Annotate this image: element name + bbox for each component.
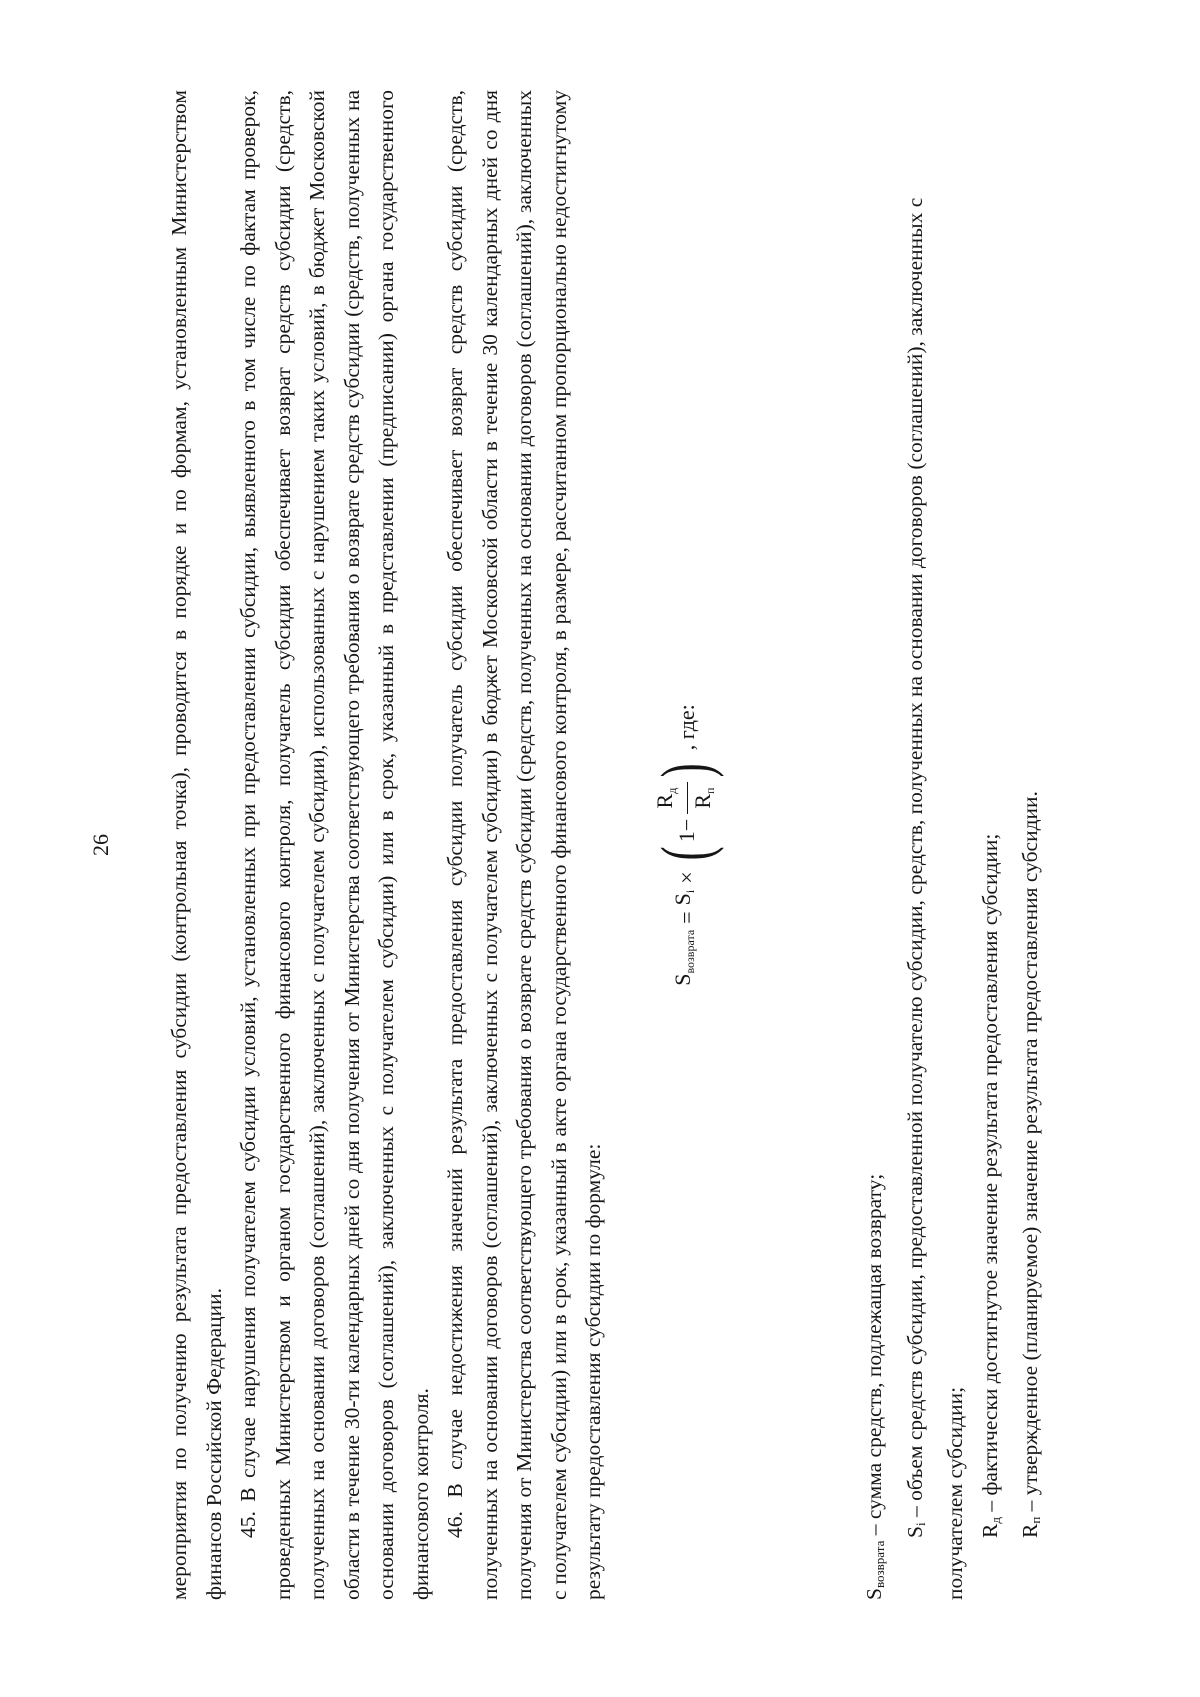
- rotated-page-content: [88, 90, 1072, 1600]
- definition-si: $S_i$ – объем средств субсидии, предоставленной получателю субсидии, средств, полученных на основании договоров (соглашений), заключенных с получателем субсидии;: [902, 197, 967, 1600]
- page-number: 26: [88, 834, 113, 856]
- definition-s-refund: $S_{возврата}$ – сумма средств, подлежащая возврату;: [862, 1173, 887, 1600]
- formula-definitions: [857, 90, 1054, 1600]
- formula-right-paren: ): [648, 762, 725, 777]
- formula-si: $S_i$: [670, 889, 698, 906]
- definition-r-planned: $R_п$ – утвержденное (планируемое) значение результата предоставления субсидии.: [1018, 791, 1043, 1538]
- formula-left-paren: (: [648, 846, 725, 861]
- formula-s-refund: $S_{возврата}$: [670, 929, 698, 986]
- formula-denominator: $R_п$: [689, 787, 717, 809]
- definition-r-actual: $R_д$ – фактически достигнутое значение результата предоставления субсидии;: [977, 833, 1003, 1538]
- formula-where: , где:: [673, 704, 699, 751]
- formula-equals: =: [673, 911, 699, 924]
- formula-numerator: $R_д$: [652, 782, 688, 815]
- formula-one-minus: 1−: [673, 818, 699, 843]
- paragraph-continuation: мероприятия по получению результата предоставления субсидии (контрольная точка), проводится в порядке и по формам, установленным Министерством финансов Российской Федерации.: [167, 90, 226, 1600]
- paragraph-46: 46. В случае недостижения значений результата предоставления субсидии получатель субсидии обеспечивает возврат средств субсидии (средств, полученных на основании договоров (соглашений), заключенных с получателем субсидии) в бюджет Московской области в течение 30 календарных дней со дня получения от Министерства соответствующего требования о возврате средств субсидии (средств, полученных на основании договоров (соглашений), заключенных с получателем субсидии) или в срок, указанный в акте органа государственного финансового контроля, в размере, рассчитанном пропорционально недостигнутому результату предоставления субсидии по формуле:: [443, 90, 605, 1600]
- formula-fraction: [652, 782, 723, 815]
- refund-formula: [632, 90, 742, 1600]
- paragraph-45: 45. В случае нарушения получателем субсидии условий, установленных при предоставлении субсидии, выявленного в том числе по фактам проверок, проведенных Министерством и органом государственного финансового контроля, получатель субсидии обеспечивает возврат средств субсидии (средств, полученных на основании договоров (соглашений), заключенных с получателем субсидии), использованных с нарушением таких условий, в бюджет Московской области в течение 30-ти календарных дней со дня получения от Министерства соответствующего требования о возврате средств субсидии (средств, полученных на основании договоров (соглашений), заключенных с получателем субсидии) или в срок, указанный в представлении (предписании) органа государственного финансового контроля.: [236, 90, 433, 1600]
- formula-times: ×: [673, 871, 699, 884]
